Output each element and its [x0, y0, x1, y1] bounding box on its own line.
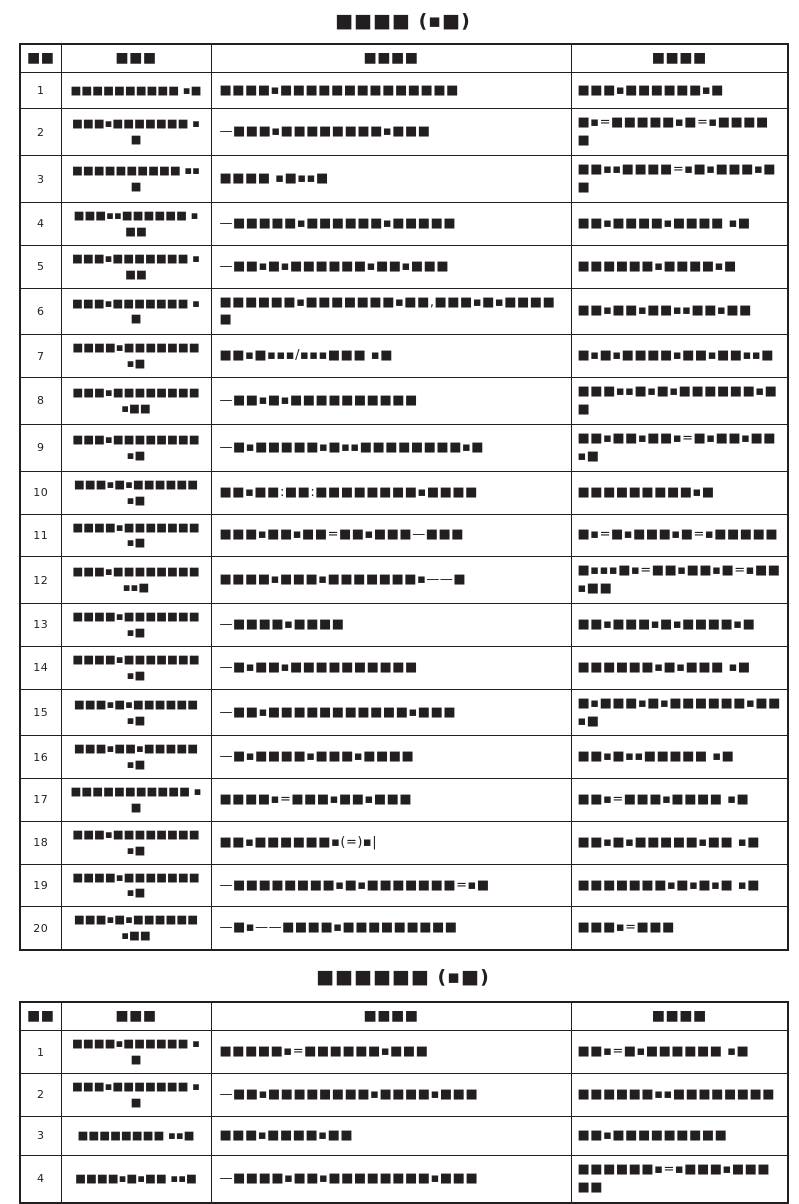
column-header-no: ■■ [20, 1002, 61, 1031]
row-number-cell: 20 [20, 907, 61, 950]
table-row [20, 1155, 788, 1202]
remark-cell: ■■▪■■▪■■▪=■▪■■▪■■▪■ [571, 424, 788, 471]
table-row [20, 907, 788, 950]
table-row [20, 203, 788, 246]
content-cell: ■■■■▪■■■▪■■■■■■■▪——■ [211, 557, 571, 604]
content-cell: —■■▪■■■■■■■■■■■▪■■■ [211, 689, 571, 736]
content-cell: ■■■■▪=■■■▪■■▪■■■ [211, 779, 571, 822]
name-cell: ■■■■▪■■■■■■■ ▪■ [61, 864, 211, 907]
content-cell: ■■▪■■:■■:■■■■■■■■▪■■■■ [211, 471, 571, 514]
table2-header [20, 1002, 788, 1031]
table-row [20, 864, 788, 907]
name-cell: ■■■▪■■■■■■■■ ▪■ [61, 424, 211, 471]
table-row [20, 156, 788, 203]
name-cell: ■■■▪■▪■■■■■■ ▪■■ [61, 907, 211, 950]
remark-cell: ■■■■■■▪■■■■▪■ [571, 245, 788, 288]
remark-cell: ■■■▪■■■■■■▪■ [571, 73, 788, 109]
name-cell: ■■■▪■■■■■■■ ▪■ [61, 288, 211, 335]
content-cell: ■■▪■▪▪▪/▪▪▪■■■ ▪■ [211, 335, 571, 378]
name-cell: ■■■▪■■■■■■■ ▪■■ [61, 245, 211, 288]
table1-title: ■■■■ (▪■) [335, 10, 471, 32]
column-header-name: ■■■ [61, 44, 211, 73]
row-number-cell: 13 [20, 604, 61, 647]
content-cell: ■■■■■■▪■■■■■■■▪■■,■■■▪■▪■■■■■ [211, 288, 571, 335]
name-cell: ■■■■▪■■■■■■■ ▪■ [61, 646, 211, 689]
remark-cell: ■■▪=■■■▪■■■■ ▪■ [571, 779, 788, 822]
table-row [20, 424, 788, 471]
content-cell: —■■■■■▪■■■■■■▪■■■■■ [211, 203, 571, 246]
name-cell: ■■■■▪■■■■■■■ ▪■ [61, 604, 211, 647]
column-header-no: ■■ [20, 44, 61, 73]
remark-cell: ■▪■■■▪■▪■■■■■■▪■■▪■ [571, 689, 788, 736]
row-number-cell: 12 [20, 557, 61, 604]
row-number-cell: 14 [20, 646, 61, 689]
remark-cell: ■■▪■■■▪■▪■■■■▪■ [571, 604, 788, 647]
table-row [20, 646, 788, 689]
content-cell: ■■▪■■■■■■▪(=)▪| [211, 821, 571, 864]
remark-cell: ■▪▪▪■▪=■■▪■■▪■=▪■■▪■■ [571, 557, 788, 604]
content-cell: —■■■■▪■■■■ [211, 604, 571, 647]
table-row [20, 335, 788, 378]
row-number-cell: 1 [20, 1031, 61, 1074]
remark-cell: ■■▪■■■■■■■■■ [571, 1116, 788, 1155]
name-cell: ■■■▪■▪■■■■■■ ▪■ [61, 471, 211, 514]
name-cell: ■■■▪■■■■■■■ ▪■ [61, 109, 211, 156]
remark-cell: ■■■▪=■■■ [571, 907, 788, 950]
remark-cell: ■■■▪▪■▪■▪■■■■■■▪■■ [571, 378, 788, 425]
content-cell: —■■■■▪■■▪■■■■■■■■▪■■■ [211, 1155, 571, 1202]
remark-cell: ■■▪=■▪■■■■■■ ▪■ [571, 1031, 788, 1074]
row-number-cell: 3 [20, 156, 61, 203]
remark-cell: ■▪■▪■■■■▪■■▪■■▪▪■ [571, 335, 788, 378]
table-row [20, 736, 788, 779]
name-cell: ■■■■▪■■■■■■■ ▪■ [61, 514, 211, 557]
content-cell: —■■▪■■■■■■■■▪■■■■▪■■■ [211, 1074, 571, 1117]
column-header-name: ■■■ [61, 1002, 211, 1031]
remark-cell: ■■▪■■▪■■▪▪■■▪■■ [571, 288, 788, 335]
row-number-cell: 4 [20, 1155, 61, 1202]
row-number-cell: 6 [20, 288, 61, 335]
table2-title: ■■■■■■ (▪■) [316, 966, 490, 989]
remark-cell: ■■▪■▪■■■■■▪■■ ▪■ [571, 821, 788, 864]
table-row [20, 514, 788, 557]
remark-cell: ■■▪■▪▪■■■■■ ▪■ [571, 736, 788, 779]
column-header-remark: ■■■■ [571, 1002, 788, 1031]
name-cell: ■■■■▪■■■■■■ ▪■ [61, 1031, 211, 1074]
content-cell: —■▪——■■■■▪■■■■■■■■■ [211, 907, 571, 950]
content-cell: —■■■■■■■■▪■▪■■■■■■■=▪■ [211, 864, 571, 907]
remark-cell: ■■■■■■■▪■▪■▪■ ▪■ [571, 864, 788, 907]
name-cell: ■■■■▪■■■■■■■ ▪■ [61, 335, 211, 378]
table-row [20, 821, 788, 864]
remark-cell: ■■■■■■■■■▪■ [571, 471, 788, 514]
table2 [19, 1001, 789, 1204]
remark-cell: ■■▪▪■■■■=▪■▪■■■▪■■ [571, 156, 788, 203]
name-cell: ■■■■■■■■ ▪▪■ [61, 1116, 211, 1155]
row-number-cell: 17 [20, 779, 61, 822]
row-number-cell: 2 [20, 109, 61, 156]
table-row [20, 1031, 788, 1074]
row-number-cell: 11 [20, 514, 61, 557]
content-cell: ■■■■▪■■■■■■■■■■■■■■ [211, 73, 571, 109]
content-cell: ■■■▪■■■■▪■■ [211, 1116, 571, 1155]
remark-cell: ■■■■■■▪=▪■■■▪■■■■■ [571, 1155, 788, 1202]
content-cell: ■■■■ ▪■▪▪■ [211, 156, 571, 203]
table2-body [20, 1031, 788, 1203]
name-cell: ■■■■■■■■■■■ ▪■ [61, 779, 211, 822]
column-header-content: ■■■■ [211, 44, 571, 73]
row-number-cell: 8 [20, 378, 61, 425]
table-row [20, 245, 788, 288]
row-number-cell: 10 [20, 471, 61, 514]
name-cell: ■■■■▪■▪■■ ▪▪■ [61, 1155, 211, 1202]
row-number-cell: 3 [20, 1116, 61, 1155]
table-row [20, 779, 788, 822]
row-number-cell: 7 [20, 335, 61, 378]
header-row [20, 44, 788, 73]
table-row [20, 288, 788, 335]
row-number-cell: 18 [20, 821, 61, 864]
table-row [20, 557, 788, 604]
name-cell: ■■■▪▪■■■■■■ ▪■■ [61, 203, 211, 246]
row-number-cell: 16 [20, 736, 61, 779]
table1-header [20, 44, 788, 73]
table-row [20, 73, 788, 109]
name-cell: ■■■▪■■■■■■■ ▪■ [61, 1074, 211, 1117]
remark-cell: ■■▪■■■■▪■■■■ ▪■ [571, 203, 788, 246]
remark-cell: ■■■■■■▪▪■■■■■■■■ [571, 1074, 788, 1117]
row-number-cell: 15 [20, 689, 61, 736]
row-number-cell: 9 [20, 424, 61, 471]
name-cell: ■■■▪■▪■■■■■■ ▪■ [61, 689, 211, 736]
row-number-cell: 5 [20, 245, 61, 288]
table-row [20, 378, 788, 425]
content-cell: —■■■▪■■■■■■■■▪■■■ [211, 109, 571, 156]
content-cell: ■■■■■▪=■■■■■■▪■■■ [211, 1031, 571, 1074]
row-number-cell: 4 [20, 203, 61, 246]
table1-body [20, 73, 788, 950]
content-cell: —■▪■■▪■■■■■■■■■■ [211, 646, 571, 689]
row-number-cell: 2 [20, 1074, 61, 1117]
row-number-cell: 1 [20, 73, 61, 109]
remark-cell: ■▪=■■■■■▪■=▪■■■■■ [571, 109, 788, 156]
table-row [20, 471, 788, 514]
name-cell: ■■■▪■■■■■■■■ ▪■ [61, 821, 211, 864]
table-row [20, 109, 788, 156]
remark-cell: ■■■■■■▪■▪■■■ ▪■ [571, 646, 788, 689]
name-cell: ■■■■■■■■■■ ▪▪■ [61, 156, 211, 203]
content-cell: —■■▪■▪■■■■■■■■■■ [211, 378, 571, 425]
table-row [20, 1074, 788, 1117]
header-row [20, 1002, 788, 1031]
name-cell: ■■■▪■■▪■■■■■ ▪■ [61, 736, 211, 779]
content-cell: ■■■▪■■▪■■=■■▪■■■—■■■ [211, 514, 571, 557]
name-cell: ■■■▪■■■■■■■■ ▪■■ [61, 378, 211, 425]
name-cell: ■■■▪■■■■■■■■ ▪▪■ [61, 557, 211, 604]
table-row [20, 1116, 788, 1155]
content-cell: —■▪■■■■■▪■▪▪■■■■■■■■▪■ [211, 424, 571, 471]
table1 [19, 43, 789, 951]
column-header-remark: ■■■■ [571, 44, 788, 73]
name-cell: ■■■■■■■■■■ ▪■ [61, 73, 211, 109]
row-number-cell: 19 [20, 864, 61, 907]
table-row [20, 604, 788, 647]
column-header-content: ■■■■ [211, 1002, 571, 1031]
content-cell: —■■▪■▪■■■■■■▪■■▪■■■ [211, 245, 571, 288]
content-cell: —■▪■■■■▪■■■▪■■■■ [211, 736, 571, 779]
table-row [20, 689, 788, 736]
remark-cell: ■▪=■▪■■■▪■=▪■■■■■ [571, 514, 788, 557]
